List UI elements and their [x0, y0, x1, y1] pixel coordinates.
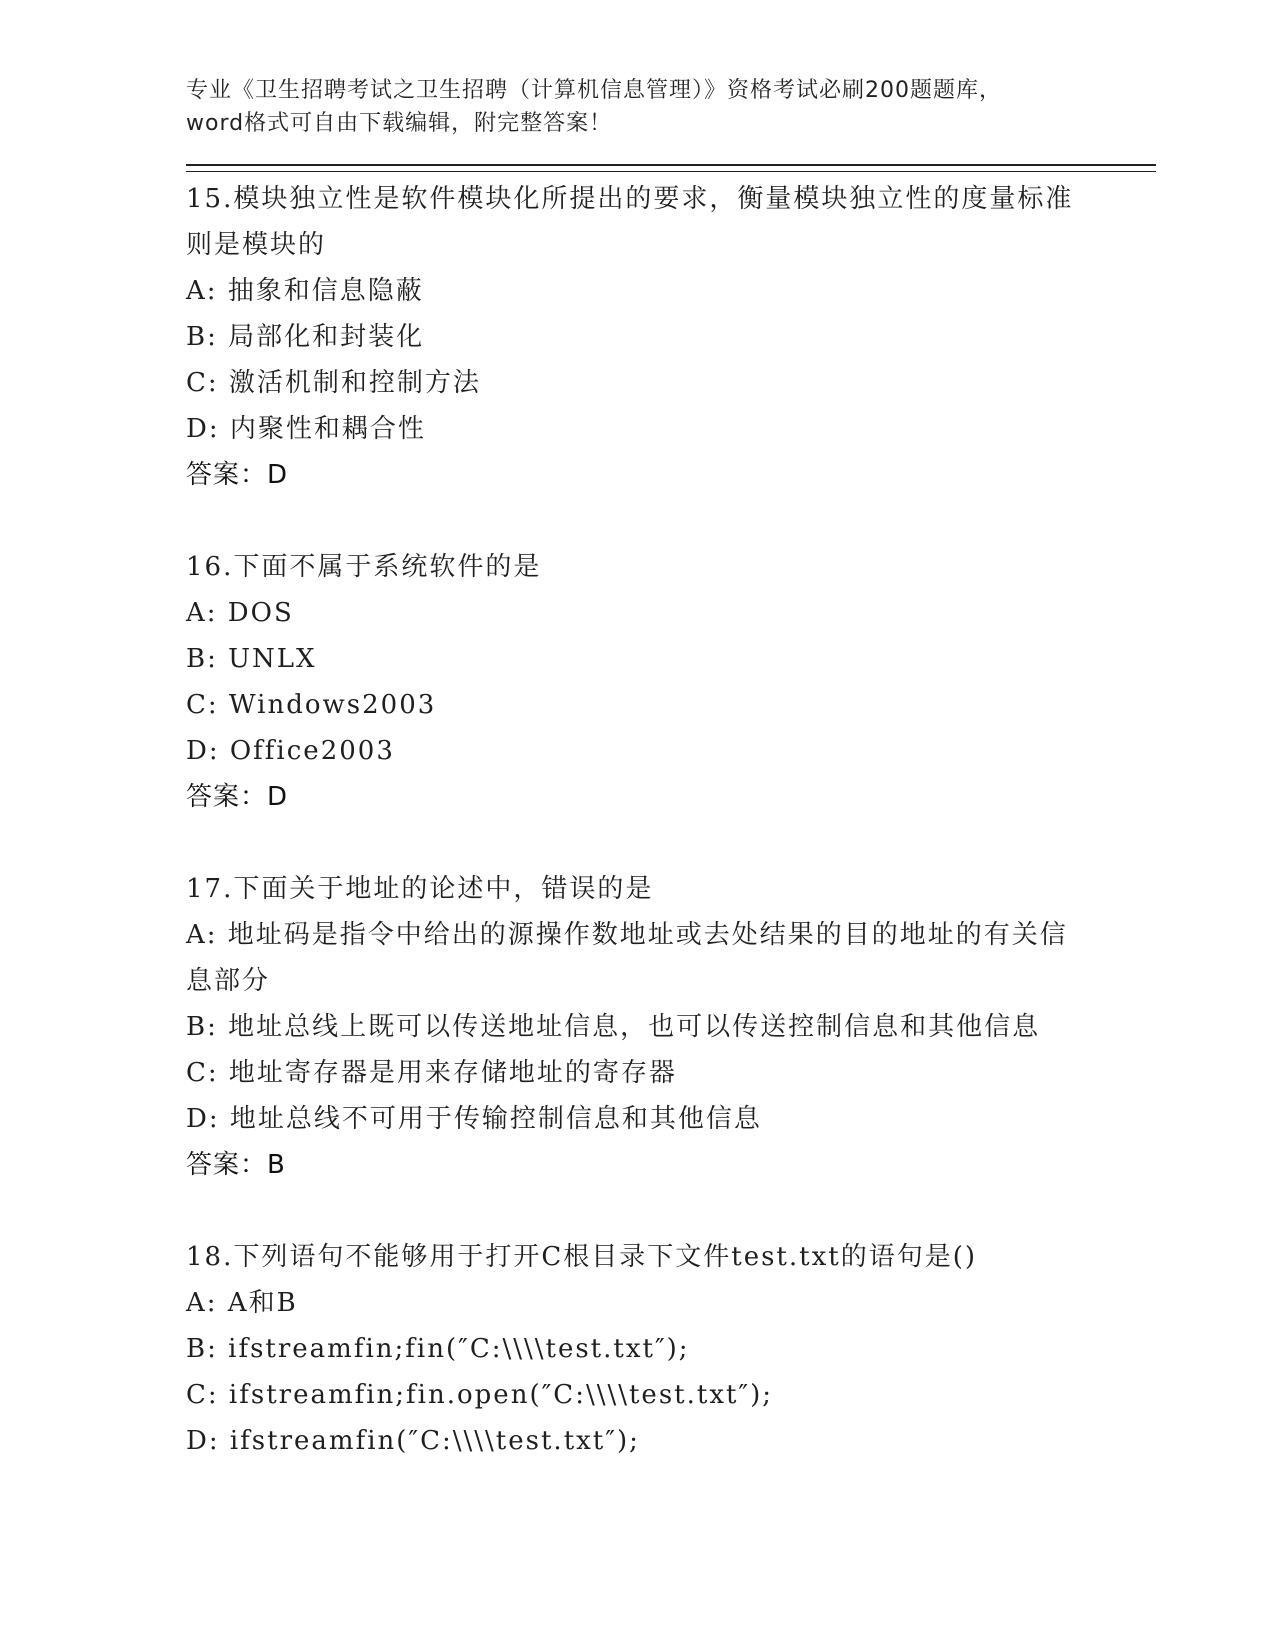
- option-c: C: ifstreamfin;fin.open(″C:\\\\test.txt″);: [186, 1380, 774, 1410]
- header-line-2: word格式可自由下载编辑，附完整答案！: [186, 111, 613, 136]
- answer-line: 答案：D: [186, 782, 289, 812]
- question-15: [186, 176, 1156, 498]
- question-stem: 18.下列语句不能够用于打开C根目录下文件test.txt的语句是(): [186, 1242, 977, 1272]
- header-divider: [186, 164, 1156, 172]
- question-stem: 15.模块独立性是软件模块化所提出的要求，衡量模块独立性的度量标准则是模块的: [186, 184, 1074, 260]
- header-line-1: 专业《卫生招聘考试之卫生招聘（计算机信息管理）》资格考试必刷200题题库，: [186, 78, 1002, 103]
- question-17: [186, 866, 1156, 1188]
- document-page: [186, 0, 1156, 1510]
- answer-line: 答案：D: [186, 460, 289, 490]
- option-b: B: ifstreamfin;fin(″C:\\\\test.txt″);: [186, 1334, 690, 1364]
- option-b: B: 局部化和封装化: [186, 322, 425, 352]
- option-d: D: 地址总线不可用于传输控制信息和其他信息: [186, 1104, 762, 1134]
- option-b: B: UNLX: [186, 644, 317, 674]
- option-c: C: 地址寄存器是用来存储地址的寄存器: [186, 1058, 677, 1088]
- question-stem: 16.下面不属于系统软件的是: [186, 552, 542, 582]
- option-d: D: 内聚性和耦合性: [186, 414, 426, 444]
- document-header: [186, 0, 1156, 140]
- option-b: B: 地址总线上既可以传送地址信息，也可以传送控制信息和其他信息: [186, 1012, 1041, 1042]
- question-18: [186, 1234, 1156, 1464]
- question-list: [186, 176, 1156, 1464]
- option-a: A: DOS: [186, 598, 294, 628]
- option-d: D: ifstreamfin(″C:\\\\test.txt″);: [186, 1426, 640, 1456]
- option-a: A: 抽象和信息隐蔽: [186, 276, 424, 306]
- option-a: A: 地址码是指令中给出的源操作数地址或去处结果的目的地址的有关信息部分: [186, 920, 1068, 996]
- answer-line: 答案：B: [186, 1150, 286, 1180]
- option-a: A: A和B: [186, 1288, 298, 1318]
- question-stem: 17.下面关于地址的论述中，错误的是: [186, 874, 654, 904]
- option-d: D: Office2003: [186, 736, 395, 766]
- option-c: C: 激活机制和控制方法: [186, 368, 481, 398]
- question-16: [186, 544, 1156, 820]
- option-c: C: Windows2003: [186, 690, 437, 720]
